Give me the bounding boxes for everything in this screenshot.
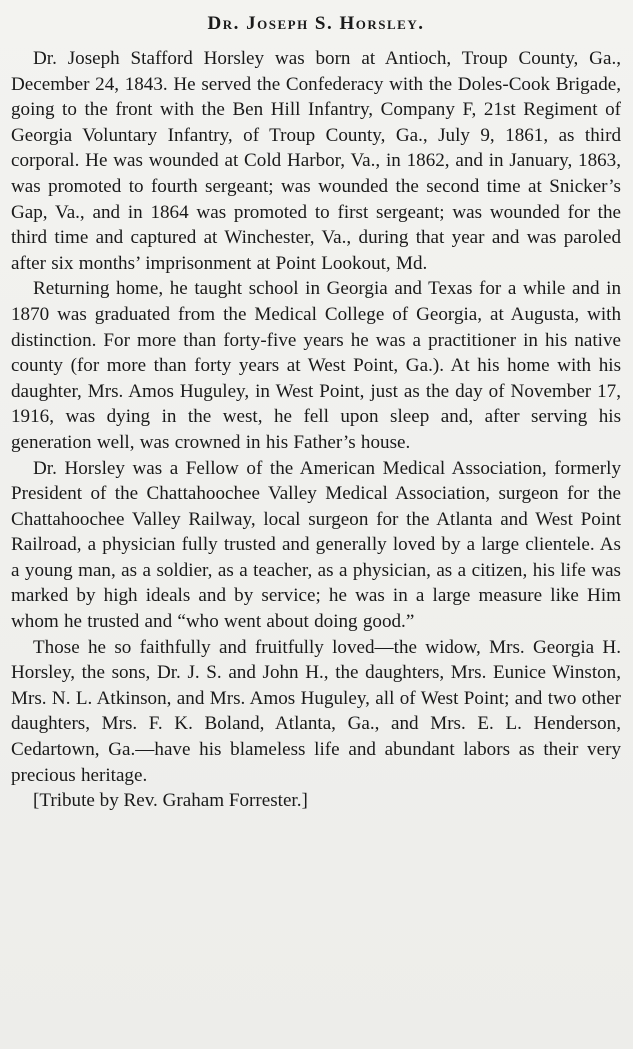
paragraph-birth-and-service: Dr. Joseph Stafford Horsley was born at Antioch, Troup County, Ga., December 24, 1843. He served the Confederacy with the Doles-Cook Brigade, going to the front with the Ben Hill Infantry, Company F, 21st Regiment of Georgia Voluntary Infantry, of Troup County, Ga., July 9, 1861, as third corporal. He was wounded at Cold Harbor, Va., in 1862, and in January, 1863, was promoted to fourth sergeant; was wounded the second time at Snicker’s Gap, Va., and in 1864 was promoted to first sergeant; was wounded for the third time and captured at Winchester, Va., during that year and was paroled after six months’ imprisonment at Point Lookout, Md. [11, 48, 621, 274]
paragraph-professional-life: Dr. Horsley was a Fellow of the American Medical Association, formerly President of the Chattahoochee Valley Medical Association, surgeon for the Chattahoochee Valley Railway, local surgeon for the Atlanta and West Point Railroad, a physician fully trusted and generally loved by a large clientele. As a young man, as a soldier, as a teacher, as a physician, as a citizen, his life was marked by high ideals and by service; he was in a large measure like Him whom he trusted and “who went about doing good.” [11, 457, 621, 633]
paragraph-medical-career: Returning home, he taught school in Georgia and Texas for a while and in 1870 was graduated from the Medical College of Georgia, at Augusta, with distinction. For more than forty-five years he was a practitioner in his native county (for more than forty years at West Point, Ga.). At his home with his daughter, Mrs. Amos Huguley, in West Point, just as the day of November 17, 1916, was dying in the west, he fell upon sleep and, after serving his generation well, was crowned in his Father’s house. [11, 278, 621, 453]
page-title: Dr. Joseph S. Horsley. [207, 13, 425, 34]
tribute-attribution: [Tribute by Rev. Graham Forrester.] [33, 790, 308, 812]
paragraph-survivors: Those he so faithfully and fruitfully loved—the widow, Mrs. Georgia H. Horsley, the sons, Dr. J. S. and John H., the daughters, Mrs. Eunice Winston, Mrs. N. L. Atkinson, and Mrs. Amos Huguley, all of West Point; and two other daughters, Mrs. F. K. Boland, Atlanta, Ga., and Mrs. E. L. Henderson, Cedartown, Ga.—have his blameless life and abundant labors as their very precious heritage. [11, 636, 621, 786]
